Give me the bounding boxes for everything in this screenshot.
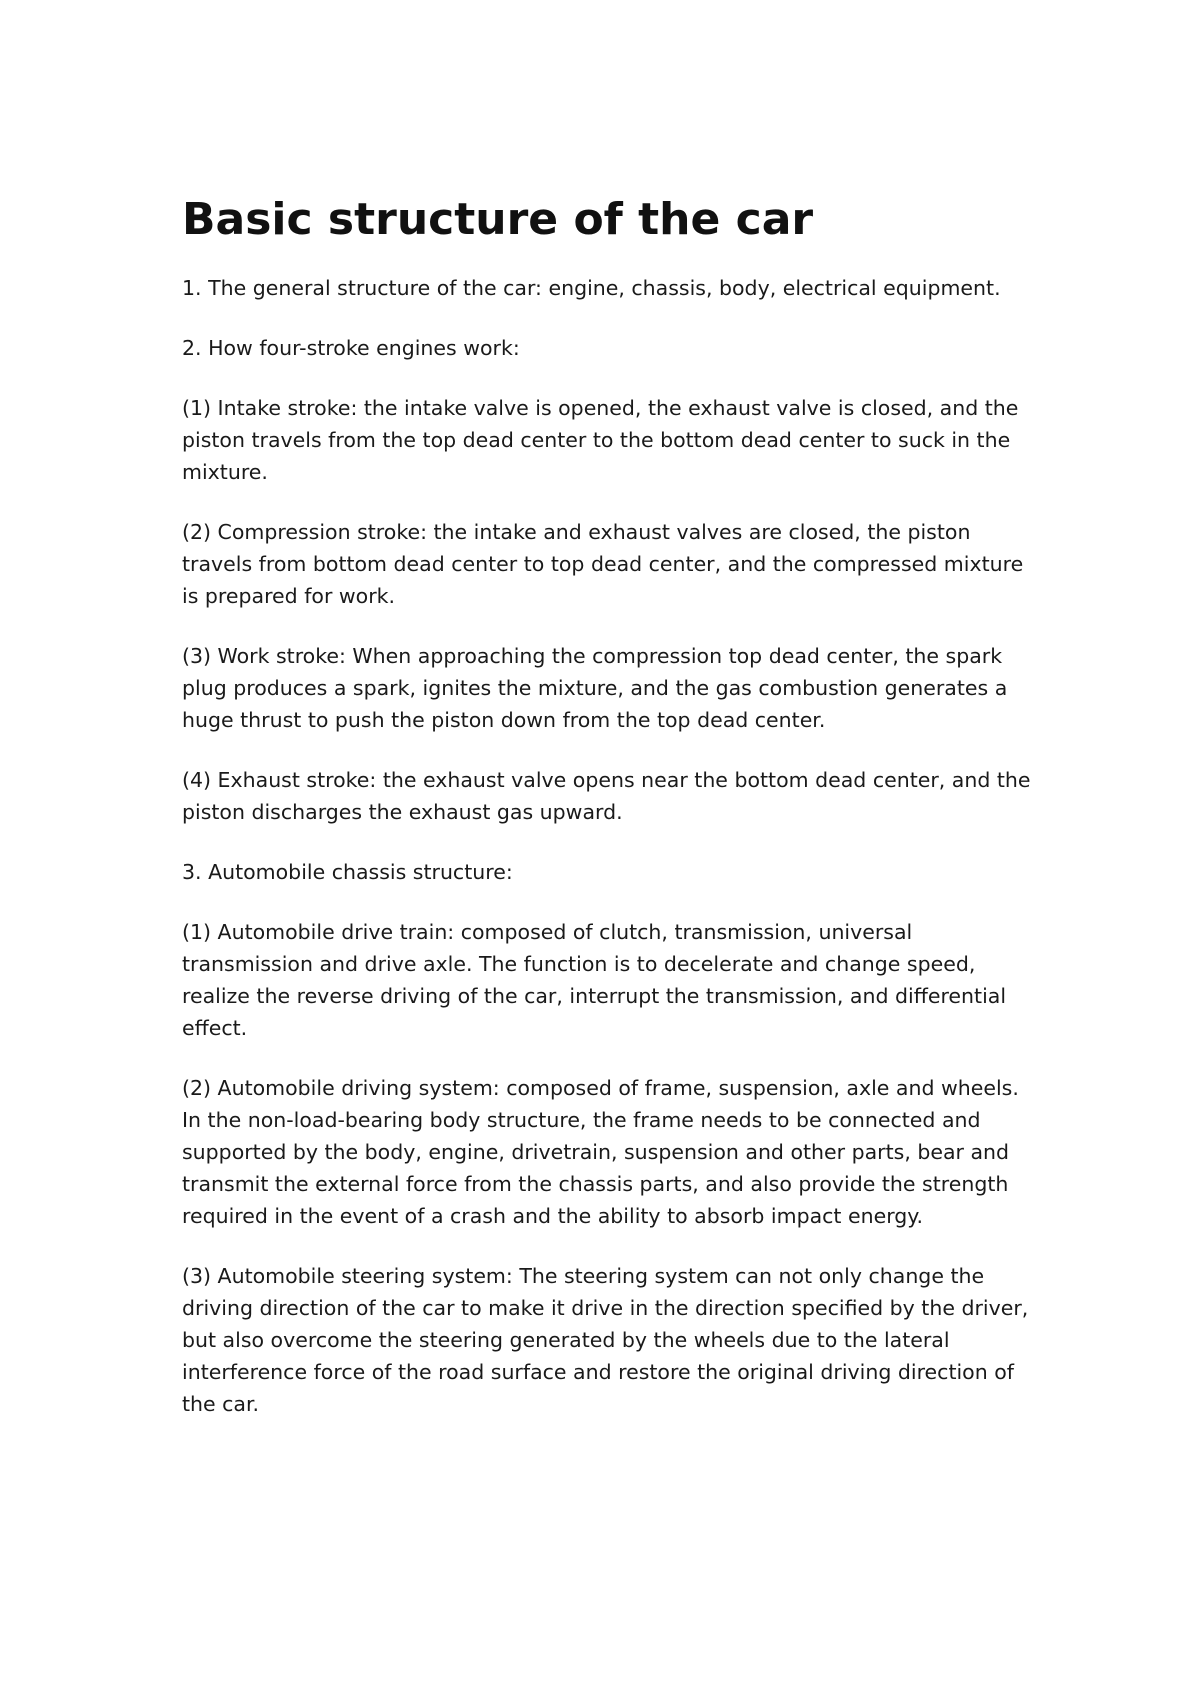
paragraph-exhaust-stroke: (4) Exhaust stroke: the exhaust valve opens near the bottom dead center, and the piston discharges the exhaust gas upward. — [182, 768, 1031, 824]
paragraph-steering-system: (3) Automobile steering system: The steering system can not only change the driving direction of the car to make it drive in the direction specified by the driver, but also overcome the steering generated by the wheels due to the lateral interference force of the road surface and restore the original driving direction of the car. — [182, 1264, 1029, 1416]
paragraph-driving-system: (2) Automobile driving system: composed of frame, suspension, axle and wheels. In the non-load-bearing body structure, the frame needs to be connected and supported by the body, engine, drivetrain, suspension and other parts, bear and transmit the external force from the chassis parts, and also provide the strength required in the event of a crash and the ability to absorb impact energy. — [182, 1076, 1019, 1228]
paragraph-drive-train: (1) Automobile drive train: composed of clutch, transmission, universal transmission and drive axle. The function is to decelerate and change speed, realize the reverse driving of the car, interrupt the transmission, and differential effect. — [182, 920, 1007, 1040]
paragraph-work-stroke: (3) Work stroke: When approaching the compression top dead center, the spark plug produces a spark, ignites the mixture, and the gas combustion generates a huge thrust to push the piston down from the top dead center. — [182, 644, 1008, 732]
document-page — [182, 190, 1042, 1448]
paragraph-intake-stroke: (1) Intake stroke: the intake valve is opened, the exhaust valve is closed, and the piston travels from the top dead center to the bottom dead center to suck in the mixture. — [182, 396, 1019, 484]
paragraph-compression-stroke: (2) Compression stroke: the intake and exhaust valves are closed, the piston travels from bottom dead center to top dead center, and the compressed mixture is prepared for work. — [182, 520, 1024, 608]
paragraph-chassis-heading: 3. Automobile chassis structure: — [182, 860, 513, 884]
document-title: Basic structure of the car — [182, 194, 814, 245]
paragraph-four-stroke-heading: 2. How four-stroke engines work: — [182, 336, 520, 360]
paragraph-general-structure: 1. The general structure of the car: engine, chassis, body, electrical equipment. — [182, 276, 1001, 300]
